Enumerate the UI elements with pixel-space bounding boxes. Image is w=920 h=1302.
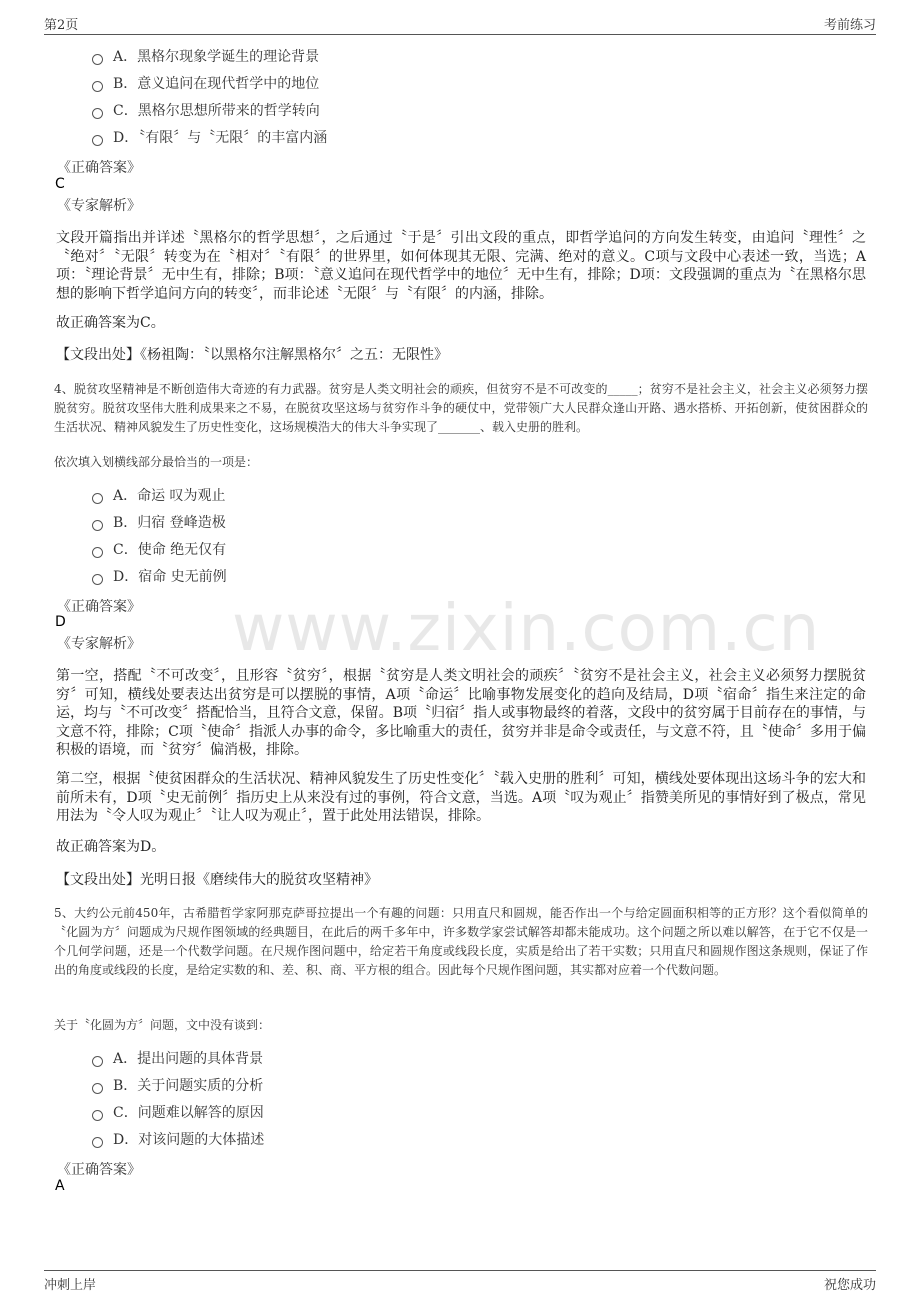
- q3-conclusion: 故正确答案为C。: [56, 315, 165, 331]
- q3-answer-label: 《正确答案》: [57, 160, 141, 176]
- footer-right: 祝您成功: [823, 1278, 876, 1293]
- q5-question: 5、大约公元前450年，古希腊哲学家阿那克萨哥拉提出一个有趣的问题：只用直尺和圆规，能否作出一个与给定圆面积相等的正方形？这个看似简单的〝化圆为方〞问题成为尺规作图领域的经典题目，在此后的两千多年中，许多数学家尝试解答却都未能成功。这个问题之所以难以解答，在于它不仅是一个几何学问题，还是一个代数学问题。在尺规作图问题中，给定若干角度或线段长度，实质是给出了若干实数；只用直尺和圆规作图这条规则，保证了作出的角度或线段的长度，是给定实数的和、差、积、商、平方根的组合。因此每个尺规作图问题，其实都对应着一个代数问题。: [54, 906, 868, 977]
- page-header: [44, 10, 876, 35]
- q4-analysis-label: 《专家解析》: [57, 636, 141, 652]
- q4-question: 4、脱贫攻坚精神是不断创造伟大奇迹的有力武器。贫穷是人类文明社会的顽疾，但贫穷不是不可改变的_____；贫穷不是社会主义，社会主义必须努力摆脱贫穷。脱贫攻坚伟大胜利成果来之不易，在脱贫攻坚这场与贫穷作斗争的硬仗中，党带领广大人民群众逢山开路、遇水搭桥、开拓创新，使贫困群众的生活状况、精神风貌发生了历史性变化，这场规模浩大的伟大斗争实现了_______、载入史册的胜利。: [54, 382, 868, 434]
- q4-source: 【文段出处】光明日报《磨续伟大的脱贫攻坚精神》: [56, 872, 378, 888]
- page-number: 第2页: [44, 18, 79, 33]
- q3-option-c[interactable]: C．黑格尔思想所带来的哲学转向: [92, 101, 320, 121]
- radio-icon[interactable]: [92, 1110, 103, 1121]
- radio-icon[interactable]: [92, 108, 103, 119]
- radio-icon[interactable]: [92, 493, 103, 504]
- q4-conclusion: 故正确答案为D。: [56, 839, 166, 855]
- radio-icon[interactable]: [92, 1056, 103, 1067]
- q5-option-a[interactable]: A．提出问题的具体背景: [92, 1049, 263, 1069]
- q3-option-d[interactable]: D．〝有限〞与〝无限〞的丰富内涵: [92, 128, 327, 148]
- q5-option-c[interactable]: C．问题难以解答的原因: [92, 1103, 264, 1123]
- q3-answer: C: [55, 176, 65, 192]
- q3-option-a[interactable]: A．黑格尔现象学诞生的理论背景: [92, 47, 319, 67]
- radio-icon[interactable]: [92, 81, 103, 92]
- radio-icon[interactable]: [92, 54, 103, 65]
- q3-option-b[interactable]: B．意义追问在现代哲学中的地位: [92, 74, 319, 94]
- radio-icon[interactable]: [92, 574, 103, 585]
- radio-icon[interactable]: [92, 1083, 103, 1094]
- radio-icon[interactable]: [92, 1137, 103, 1148]
- q4-option-c[interactable]: C．使命 绝无仅有: [92, 540, 226, 560]
- q5-answer-label: 《正确答案》: [57, 1162, 141, 1178]
- q4-option-d[interactable]: D．宿命 史无前例: [92, 567, 227, 587]
- q5-option-b[interactable]: B．关于问题实质的分析: [92, 1076, 263, 1096]
- q5-answer: A: [55, 1178, 65, 1194]
- radio-icon[interactable]: [92, 520, 103, 531]
- q4-prompt: 依次填入划横线部分最恰当的一项是：: [54, 455, 259, 469]
- watermark: www.zixin.com.cn: [232, 592, 821, 666]
- q3-analysis: 文段开篇指出并详述〝黑格尔的哲学思想〞，之后通过〝于是〞引出文段的重点，即哲学追问的方向发生转变，由追问〝理性〞之〝绝对〞〝无限〞转变为在〝相对〞〝有限〞的世界里，如何体现其无限、完满、绝对的意义。C项与文段中心表述一致，当选；A项：〝理论背景〞无中生有，排除；B项：〝意义追问在现代哲学中的地位〞无中生有，排除；D项：文段强调的重点为〝在黑格尔思想的影响下哲学追问方向的转变〞，而非论述〝无限〞与〝有限〞的内涵，排除。: [56, 230, 866, 302]
- q3-source: 【文段出处】《杨祖陶：〝以黑格尔注解黑格尔〞之五：无限性》: [56, 347, 448, 363]
- q4-option-b[interactable]: B．归宿 登峰造极: [92, 513, 226, 533]
- q5-option-d[interactable]: D．对该问题的大体描述: [92, 1130, 264, 1150]
- q4-analysis-1: 第一空，搭配〝不可改变〞，且形容〝贫穷〞，根据〝贫穷是人类文明社会的顽疾〞〝贫穷不是社会主义，社会主义必须努力摆脱贫穷〞可知，横线处要表达出贫穷是可以摆脱的事情，A项〝命运〞比喻事物发展变化的趋向及结局，D项〝宿命〞指生来注定的命运，均与〝不可改变〞搭配恰当，且符合文意，保留。B项〝归宿〞指人或事物最终的着落，文段中的贫穷属于目前存在的事情，与文意不符，排除；C项〝使命〞指派人办事的命令，多比喻重大的责任，贫穷并非是命令或责任，与文意不符，且〝使命〞多用于偏积极的语境，而〝贫穷〞偏消极，排除。: [56, 668, 866, 758]
- q4-analysis-2: 第二空，根据〝使贫困群众的生活状况、精神风貌发生了历史性变化〞〝载入史册的胜利〞可知，横线处要体现出这场斗争的宏大和前所未有，D项〝史无前例〞指历史上从来没有过的事例，符合文意，当选。A项〝叹为观止〞指赞美所见的事情好到了极点，常见用法为〝令人叹为观止〞〝让人叹为观止〞，置于此处用法错误，排除。: [56, 771, 866, 824]
- q4-option-a[interactable]: A．命运 叹为观止: [92, 486, 226, 506]
- footer-left: 冲刺上岸: [44, 1278, 97, 1293]
- header-title: 考前练习: [823, 18, 876, 33]
- q3-analysis-label: 《专家解析》: [57, 198, 141, 214]
- radio-icon[interactable]: [92, 547, 103, 558]
- page-footer: [44, 1270, 876, 1295]
- q5-prompt: 关于〝化圆为方〞问题，文中没有谈到：: [54, 1018, 271, 1032]
- radio-icon[interactable]: [92, 135, 103, 146]
- q4-answer-label: 《正确答案》: [57, 599, 141, 615]
- q4-answer: D: [55, 614, 66, 630]
